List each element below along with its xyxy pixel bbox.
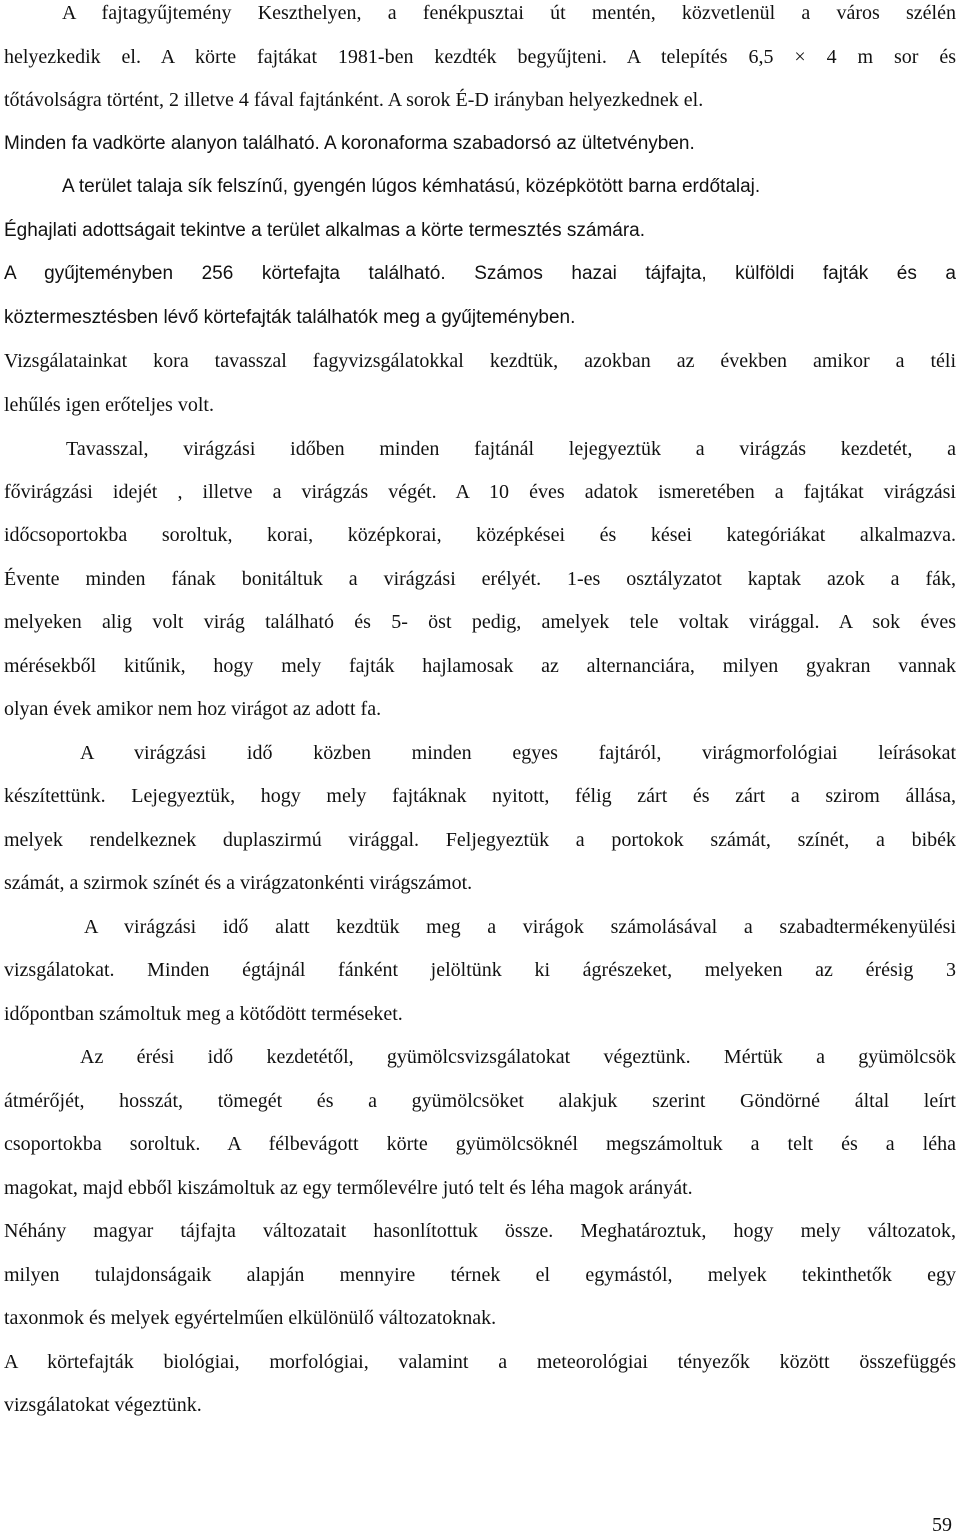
text-line: készítettünk. Lejegyeztük, hogy mely fajtáknak nyitott, félig zárt és zárt a szirom állása, [4,785,956,807]
text-line: számát, a szirmok színét és a virágzatonkénti virágszámot. [4,872,473,894]
text-line: fővirágzási idejét , illetve a virágzás végét. A 10 éves adatok ismeretében a fajtákat virágzási [4,481,956,503]
text-line: időpontban számoltuk meg a kötődött terméseket. [4,1003,403,1025]
text-line: vizsgálatokat. Minden égtájnál fánként jelöltünk ki ágrészeket, melyeken az érésig 3 [4,959,956,981]
text-line: olyan évek amikor nem hoz virágot az adott fa. [4,698,382,720]
text-line: Néhány magyar tájfajta változatait hasonlítottuk össze. Meghatároztuk, hogy mely változatok, [4,1220,956,1242]
text-line: Évente minden fának bonitáltuk a virágzási erélyét. 1-es osztályzatot kaptak azok a fák, [4,568,956,590]
text-line: melyek rendelkeznek duplaszirmú virággal. Feljegyeztük a portokok számát, színét, a bibék [4,829,956,851]
text-line: helyezkedik el. A körte fajtákat 1981-ben kezdték begyűjteni. A telepítés 6,5 × 4 m sor és [4,46,956,68]
text-line: tőtávolságra történt, 2 illetve 4 fával fajtánként. A sorok É-D irányban helyezkednek el. [4,89,704,111]
text-line: mérésekből kitűnik, hogy mely fajták hajlamosak az alternanciára, milyen gyakran vannak [4,655,956,677]
text-line: Minden fa vadkörte alanyon található. A koronaforma szabadorsó az ültetvényben. [4,133,695,154]
text-line: Éghajlati adottságait tekintve a terület alkalmas a körte termesztés számára. [4,220,646,241]
text-line: köztermesztésben lévő körtefajták találhatók meg a gyűjteményben. [4,307,576,328]
text-line: A gyűjteményben 256 körtefajta található. Számos hazai tájfajta, külföldi fajták és a [4,263,956,284]
text-line: taxonmok és melyek egyértelműen elkülönülő változatoknak. [4,1307,497,1329]
text-line: vizsgálatokat végeztünk. [4,1394,202,1416]
text-line: A fajtagyűjtemény Keszthelyen, a fenékpusztai út mentén, közvetlenül a város szélén [62,2,956,24]
text-line: A körtefajták biológiai, morfológiai, valamint a meteorológiai tényezők között összefüggés [4,1351,956,1373]
text-line: magokat, majd ebből kiszámoltuk az egy termőlevélre jutó telt és léha magok arányát. [4,1177,693,1199]
text-line: A virágzási idő alatt kezdtük meg a virágok számolásával a szabadtermékenyülési [84,916,956,938]
text-line: időcsoportokba soroltuk, korai, középkorai, középkései és kései kategóriákat alkalmazva. [4,524,956,546]
text-line: milyen tulajdonságaik alapján mennyire térnek el egymástól, melyek tekinthetők egy [4,1264,956,1286]
text-line: lehűlés igen erőteljes volt. [4,394,214,416]
text-line: átmérőjét, hosszát, tömegét és a gyümölcsöket alakjuk szerint Göndörné által leírt [4,1090,956,1112]
text-line: A terület talaja sík felszínű, gyengén lúgos kémhatású, középkötött barna erdőtalaj. [62,176,761,197]
text-line: Az érési idő kezdetétől, gyümölcsvizsgálatokat végeztünk. Mértük a gyümölcsök [80,1046,956,1068]
text-line: Tavasszal, virágzási időben minden fajtánál lejegyeztük a virágzás kezdetét, a [66,438,956,460]
text-line: A virágzási idő közben minden egyes fajtáról, virágmorfológiai leírásokat [80,742,956,764]
text-line: csoportokba soroltuk. A félbevágott körte gyümölcsöknél megszámoltuk a telt és a léha [4,1133,956,1155]
text-line: Vizsgálatainkat kora tavasszal fagyvizsgálatokkal kezdtük, azokban az években amikor a téli [4,350,956,372]
text-line: melyeken alig volt virág található és 5- öst pedig, amelyek tele voltak virággal. A sok éves [4,611,956,633]
page-number: 59 [932,1514,952,1536]
